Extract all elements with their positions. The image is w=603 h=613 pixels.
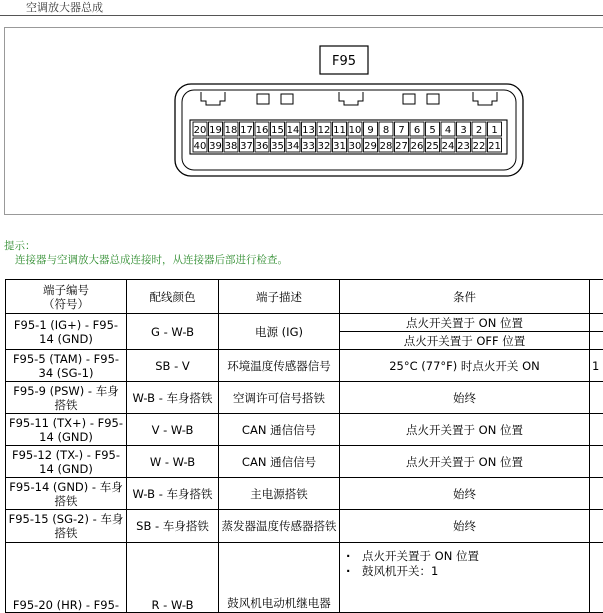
pin-number: 32	[318, 141, 331, 152]
connector-diagram	[5, 28, 603, 214]
extra-cell	[590, 510, 603, 543]
pin-number: 17	[240, 125, 253, 136]
pin-number: 9	[367, 125, 373, 136]
table-row	[6, 314, 603, 332]
pin-number: 4	[445, 125, 451, 136]
pin-number: 13	[302, 125, 315, 136]
terminal-cell: F95-20 (HR) - F95-	[6, 543, 127, 613]
pin-number: 34	[287, 141, 300, 152]
pin-number: 20	[194, 125, 207, 136]
table-row	[6, 446, 603, 478]
table-row	[6, 414, 603, 446]
pin-number: 1	[491, 125, 497, 136]
hint-label: 提示：	[4, 238, 36, 253]
pin-number: 7	[398, 125, 404, 136]
pin-number: 28	[380, 141, 393, 152]
cond-cell: 点火开关置于 ON 位置	[340, 414, 590, 446]
pin-number: 5	[429, 125, 435, 136]
pin-number: 22	[473, 141, 486, 152]
desc-cell: 空调许可信号搭铁	[219, 382, 340, 414]
pin-number: 37	[240, 141, 253, 152]
table-row	[6, 382, 603, 414]
desc-cell: 环境温度传感器信号	[219, 350, 340, 382]
wire-cell: SB - V	[127, 350, 219, 382]
wire-cell: V - W-B	[127, 414, 219, 446]
pin-number: 19	[209, 125, 222, 136]
desc-cell: CAN 通信信号	[219, 446, 340, 478]
extra-cell	[590, 543, 603, 613]
pin-number: 25	[426, 141, 439, 152]
terminal-cell: F95-5 (TAM) - F95-34 (SG-1)	[6, 350, 127, 382]
header-wire-color: 配线颜色	[127, 280, 219, 314]
pin-number: 11	[333, 125, 346, 136]
desc-cell: CAN 通信信号	[219, 414, 340, 446]
pin-number: 38	[225, 141, 238, 152]
pin-number: 39	[209, 141, 222, 152]
extra-cell: 1	[590, 350, 603, 382]
pin-number: 33	[302, 141, 315, 152]
desc-cell: 电源 (IG)	[219, 314, 340, 350]
wire-cell: R - W-B	[127, 543, 219, 613]
desc-cell: 主电源搭铁	[219, 478, 340, 510]
header-terminal: 端子编号 （符号）	[6, 280, 127, 314]
extra-cell	[590, 332, 603, 350]
extra-cell	[590, 478, 603, 510]
cond-cell: 点火开关置于 ON 位置	[340, 446, 590, 478]
terminal-cell: F95-1 (IG+) - F95-14 (GND)	[6, 314, 127, 350]
table-row	[6, 478, 603, 510]
pin-number: 26	[411, 141, 424, 152]
connector-figure	[4, 27, 603, 215]
pin-number: 35	[271, 141, 284, 152]
desc-cell: 鼓风机电动机继电器	[219, 543, 340, 613]
header-description: 端子描述	[219, 280, 340, 314]
table-row	[6, 543, 603, 613]
pin-number: 36	[256, 141, 269, 152]
page-header	[0, 0, 603, 16]
wire-cell: SB - 车身搭铁	[127, 510, 219, 543]
cond-cell: 始终	[340, 382, 590, 414]
terminal-cell: F95-9 (PSW) - 车身搭铁	[6, 382, 127, 414]
extra-cell	[590, 446, 603, 478]
terminal-cell: F95-14 (GND) - 车身搭铁	[6, 478, 127, 510]
table-row	[6, 510, 603, 543]
pin-number: 2	[476, 125, 482, 136]
cond-cell: 点火开关置于 OFF 位置	[340, 332, 590, 350]
extra-cell	[590, 314, 603, 332]
pin-number: 16	[256, 125, 269, 136]
wire-cell: W-B - 车身搭铁	[127, 478, 219, 510]
header-condition: 条件	[340, 280, 590, 314]
pin-number: 14	[287, 125, 300, 136]
header-extra	[590, 280, 603, 314]
pin-number: 40	[194, 141, 207, 152]
pin-number: 21	[488, 141, 501, 152]
cond-cell: 25°C (77°F) 时点火开关 ON	[340, 350, 590, 382]
pin-number: 27	[395, 141, 408, 152]
pin-number: 24	[442, 141, 455, 152]
pin-number: 18	[225, 125, 238, 136]
pin-number: 12	[318, 125, 331, 136]
terminal-cell: F95-12 (TX-) - F95-14 (GND)	[6, 446, 127, 478]
wire-cell: G - W-B	[127, 314, 219, 350]
cond-list-item: · 点火开关置于 ON 位置	[344, 549, 589, 564]
desc-cell: 蒸发器温度传感器搭铁	[219, 510, 340, 543]
pin-number: 23	[457, 141, 470, 152]
cond-list-cell	[340, 543, 590, 613]
terminal-cell: F95-15 (SG-2) - 车身搭铁	[6, 510, 127, 543]
table-header-row	[6, 280, 603, 314]
extra-cell	[590, 382, 603, 414]
page-title: 空调放大器总成	[26, 0, 103, 15]
hint-text: 连接器与空调放大器总成连接时，从连接器后部进行检查。	[15, 252, 288, 267]
cond-cell: 始终	[340, 478, 590, 510]
cond-cell: 点火开关置于 ON 位置	[340, 314, 590, 332]
cond-list-item: · 鼓风机开关：1	[344, 564, 589, 579]
wire-cell: W-B - 车身搭铁	[127, 382, 219, 414]
cond-cell: 始终	[340, 510, 590, 543]
connector-label: F95	[332, 54, 356, 69]
pin-number: 10	[349, 125, 362, 136]
pin-number: 30	[349, 141, 362, 152]
pin-number: 31	[333, 141, 346, 152]
pin-number: 3	[460, 125, 466, 136]
terminal-cell: F95-11 (TX+) - F95-14 (GND)	[6, 414, 127, 446]
pin-number: 8	[383, 125, 389, 136]
extra-cell	[590, 414, 603, 446]
pin-number: 29	[364, 141, 377, 152]
wire-cell: W - W-B	[127, 446, 219, 478]
pin-number: 6	[414, 125, 420, 136]
table-row	[6, 350, 603, 382]
pin-number: 15	[271, 125, 284, 136]
terminal-table	[5, 279, 603, 613]
